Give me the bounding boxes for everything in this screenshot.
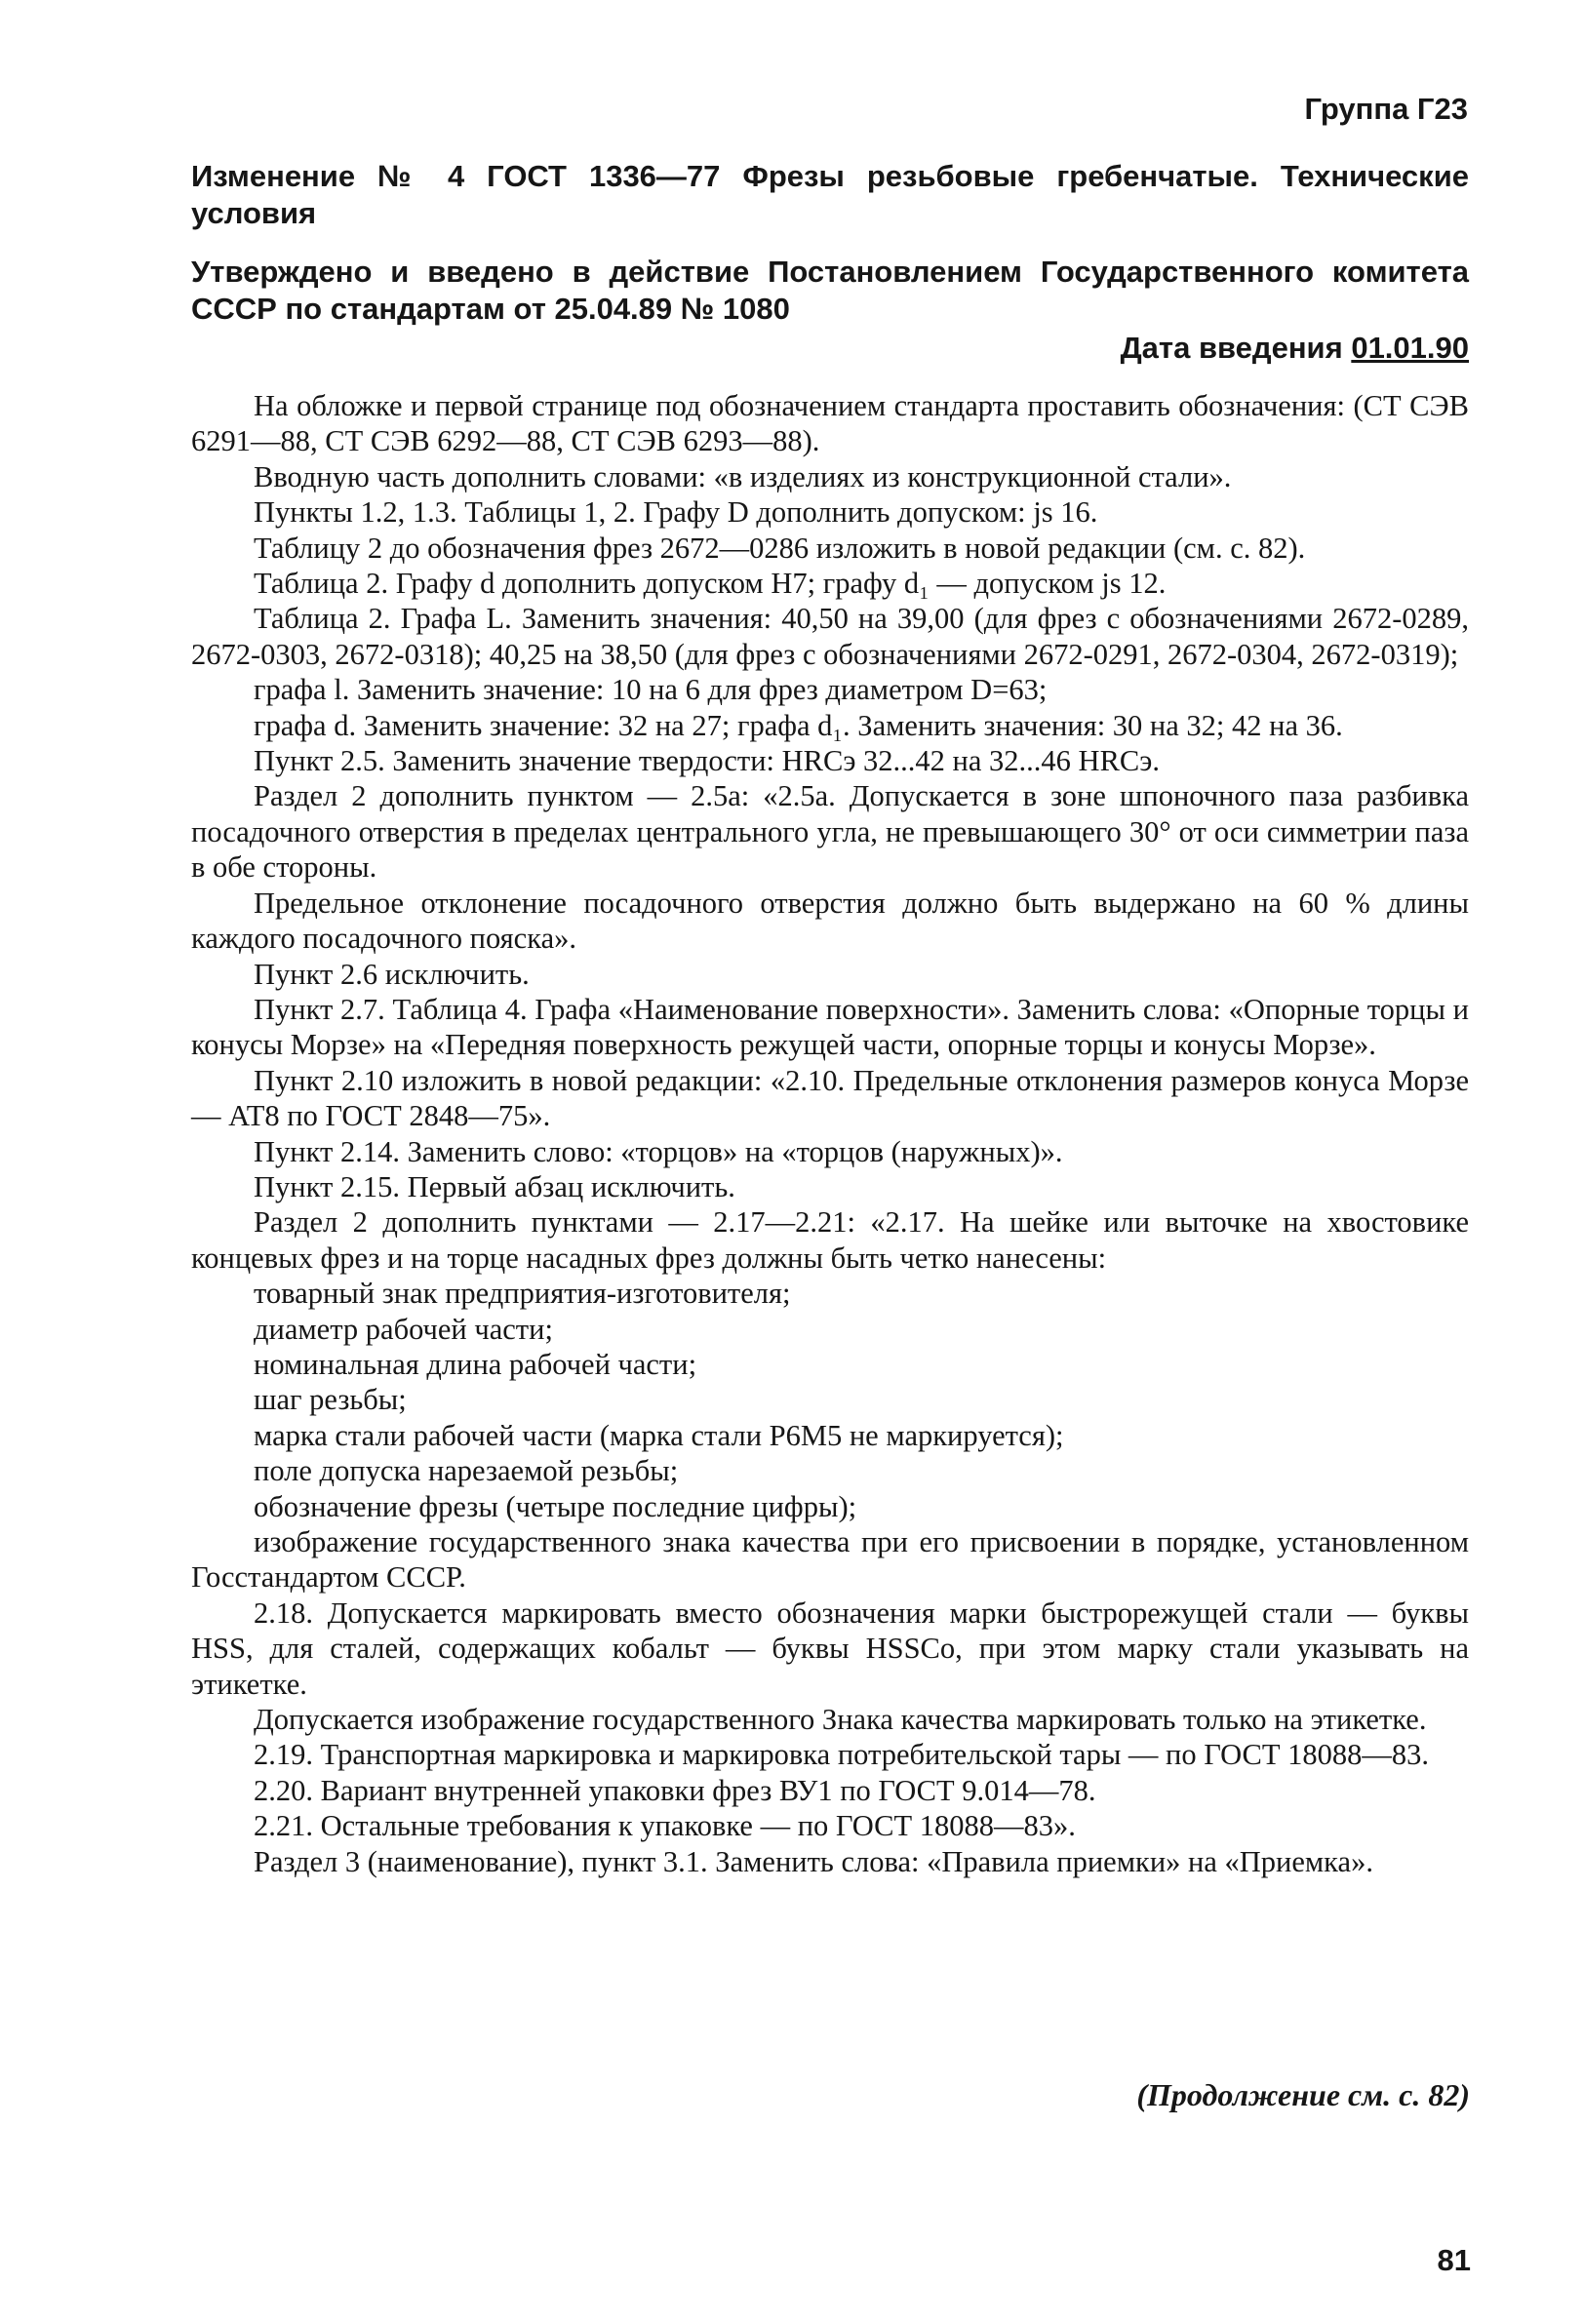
paragraph: графа d. Заменить значение: 32 на 27; графа d₁. Заменить значения: 30 на 32; 42 на 36. <box>254 708 1343 742</box>
paragraph: Пункт 2.14. Заменить слово: «торцов» на «торцов (наружных)». <box>254 1134 1063 1168</box>
effective-date-label: Дата введения <box>1120 331 1343 365</box>
page-number: 81 <box>1437 2243 1471 2277</box>
paragraph: Допускается изображение государственного Знака качества маркировать только на этикетке. <box>254 1703 1427 1737</box>
approval-statement: Утверждено и введено в действие Постановлением Государственного комитета СССР по стандартам от 25.04.89 № 1080 <box>191 255 1469 326</box>
list-item: обозначение фрезы (четыре последние цифры); <box>254 1489 857 1523</box>
document-header <box>191 158 1469 367</box>
paragraph: Таблицу 2 до обозначения фрез 2672—0286 изложить в новой редакции (см. с. 82). <box>254 531 1306 565</box>
paragraph: 2.19. Транспортная маркировка и маркировка потребительской тары — по ГОСТ 18088—83. <box>254 1738 1430 1772</box>
paragraph: Пункт 2.15. Первый абзац исключить. <box>254 1169 735 1203</box>
paragraph: Раздел 2 дополнить пунктом — 2.5а: «2.5а. Допускается в зоне шпоночного паза разбивка посадочного отверстия в пределах центрального угла, не превышающего 30° от оси симметрии паза в обе стороны. <box>191 779 1469 885</box>
paragraph: Пункты 1.2, 1.3. Таблицы 1, 2. Графу D дополнить допуском: js 16. <box>254 495 1098 530</box>
paragraph: изображение государственного знака качества при его присвоении в порядке, установленном Госстандартом СССР. <box>191 1525 1469 1595</box>
list-item: шаг резьбы; <box>254 1383 407 1417</box>
effective-date-value: 01.01.90 <box>1351 331 1469 365</box>
paragraph: 2.18. Допускается маркировать вместо обозначения марки быстрорежущей стали — буквы HSS, для сталей, содержащих кобальт — буквы HSSCo, при этом марку стали указывать на этикетке. <box>191 1595 1469 1701</box>
paragraph: Пункт 2.6 исключить. <box>254 957 530 991</box>
paragraph: Таблица 2. Графу d дополнить допуском H7; графу d₁ — допуском js 12. <box>254 567 1167 601</box>
paragraph: На обложке и первой странице под обозначением стандарта проставить обозначения: (СТ СЭВ 6291—88, СТ СЭВ 6292—88, СТ СЭВ 6293—88). <box>191 389 1469 458</box>
document-body <box>191 388 1469 1879</box>
paragraph: графа l. Заменить значение: 10 на 6 для фрез диаметром D=63; <box>254 673 1048 707</box>
paragraph: Пункт 2.5. Заменить значение твердости: HRCэ 32...42 на 32...46 HRCэ. <box>254 744 1160 778</box>
list-item: марка стали рабочей части (марка стали Р6М5 не маркируется); <box>254 1418 1064 1452</box>
list-item: диаметр рабочей части; <box>254 1312 553 1346</box>
paragraph: 2.21. Остальные требования к упаковке — по ГОСТ 18088—83». <box>254 1809 1076 1843</box>
list-item: поле допуска нарезаемой резьбы; <box>254 1454 679 1488</box>
paragraph: Пункт 2.7. Таблица 4. Графа «Наименование поверхности». Заменить слова: «Опорные торцы и конусы Морзе» на «Передняя поверхность режущей части, опорные торцы и конусы Морзе». <box>191 992 1469 1062</box>
list-item: товарный знак предприятия-изготовителя; <box>254 1277 791 1311</box>
change-title: Изменение № 4 ГОСТ 1336—77 Фрезы резьбовые гребенчатые. Технические условия <box>191 159 1469 230</box>
effective-date <box>191 330 1469 367</box>
paragraph: Предельное отклонение посадочного отверстия должно быть выдержано на 60 % длины каждого посадочного пояска». <box>191 886 1469 956</box>
list-item: номинальная длина рабочей части; <box>254 1347 697 1381</box>
paragraph: Таблица 2. Графа L. Заменить значения: 40,50 на 39,00 (для фрез с обозначениями 2672-0289, 2672-0303, 2672-0318); 40,25 на 38,50 (для фрез с обозначениями 2672-0291, 2672-0304, 2672-0319); <box>191 602 1469 671</box>
group-code: Группа Г23 <box>1304 92 1468 126</box>
paragraph: Пункт 2.10 изложить в новой редакции: «2.10. Предельные отклонения размеров конуса Морзе — AT8 по ГОСТ 2848—75». <box>191 1063 1469 1133</box>
paragraph: Раздел 2 дополнить пунктами — 2.17—2.21: «2.17. На шейке или выточке на хвостовике концевых фрез и на торце насадных фрез должны быть четко нанесены: <box>191 1205 1469 1275</box>
paragraph: Раздел 3 (наименование), пункт 3.1. Заменить слова: «Правила приемки» на «Приемка». <box>254 1844 1373 1878</box>
continuation-note: (Продолжение см. с. 82) <box>1136 2077 1470 2112</box>
paragraph: Вводную часть дополнить словами: «в изделиях из конструкционной стали». <box>254 459 1232 493</box>
paragraph: 2.20. Вариант внутренней упаковки фрез ВУ1 по ГОСТ 9.014—78. <box>254 1773 1096 1807</box>
